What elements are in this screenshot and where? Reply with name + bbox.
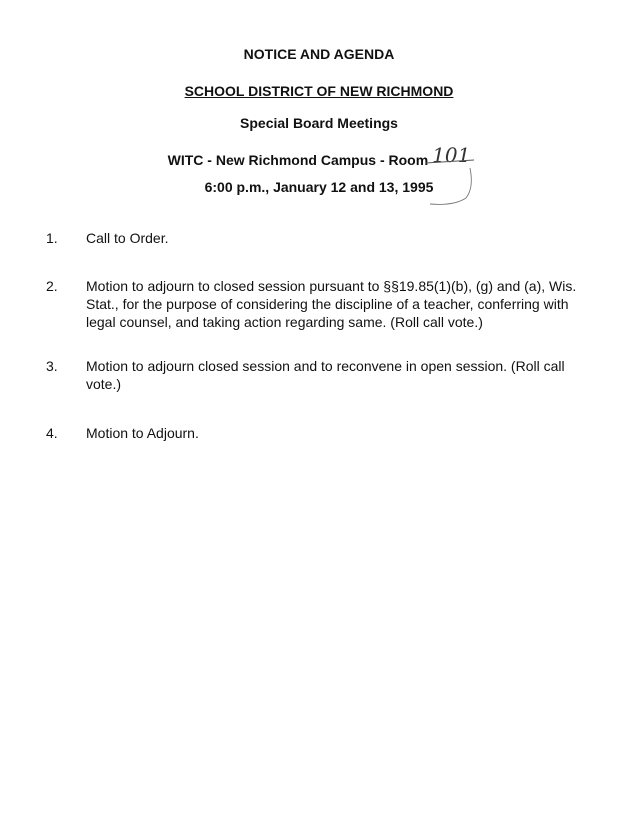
agenda-item-text: Call to Order. — [86, 230, 169, 246]
agenda-item-text: Motion to adjourn to closed session pursuant to §§19.85(1)(b), (g) and (a), Wis. Stat., for the purpose of considering the discipline of a teacher, conferring with legal counsel, and taking action regarding same. (Roll call vote.) — [86, 278, 577, 330]
handwritten-underline-mark — [420, 150, 490, 210]
meeting-location — [0, 143, 638, 170]
agenda-item-text: Motion to Adjourn. — [86, 425, 199, 441]
meeting-time-date: 6:00 p.m., January 12 and 13, 1995 — [204, 179, 434, 195]
agenda-item-number: 3. — [46, 358, 58, 374]
district-name: SCHOOL DISTRICT OF NEW RICHMOND — [184, 83, 454, 99]
document-title: NOTICE AND AGENDA — [243, 46, 395, 62]
room-number-handwritten: 101 — [432, 143, 471, 167]
agenda-item-number: 4. — [46, 425, 58, 441]
agenda-item-text: Motion to adjourn closed session and to reconvene in open session. (Roll call vote.) — [86, 358, 565, 392]
meeting-type: Special Board Meetings — [240, 115, 398, 131]
location-text: WITC - New Richmond Campus - Room — [167, 152, 429, 168]
agenda-item-number: 2. — [46, 278, 58, 294]
agenda-item-number: 1. — [46, 230, 58, 246]
